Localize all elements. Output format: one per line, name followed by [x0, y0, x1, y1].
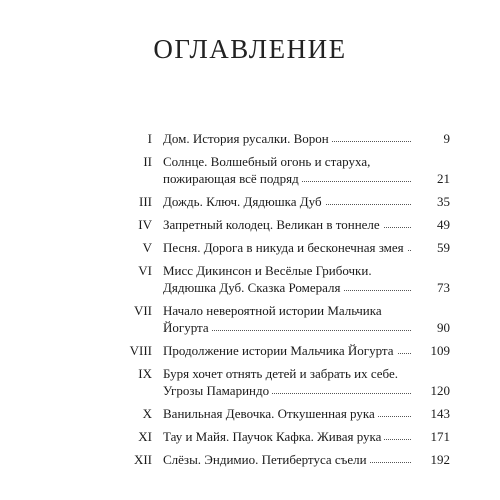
page-number: 120 — [430, 383, 450, 398]
chapter-title-line: Дом. История русалки. Ворон — [163, 131, 332, 146]
toc-entry[interactable] — [0, 365, 500, 399]
chapter-title-line: Буря хочет отнять детей и забрать их себе. — [163, 366, 399, 381]
chapter-title — [163, 193, 413, 210]
page-number: 192 — [430, 452, 450, 467]
chapter-number: V — [142, 240, 152, 255]
page-number: 59 — [437, 240, 450, 255]
chapter-title — [163, 302, 413, 336]
chapter-title — [163, 342, 413, 359]
chapter-number: III — [139, 194, 152, 209]
chapter-title-line: Тау и Майя. Паучок Кафка. Живая рука — [163, 429, 384, 444]
page-number: 109 — [430, 343, 450, 358]
chapter-title-line: Дождь. Ключ. Дядюшка Дуб — [163, 194, 325, 209]
chapter-title-line: Начало невероятной истории Мальчика — [163, 303, 382, 318]
chapter-title — [163, 451, 413, 468]
page-number: 143 — [430, 406, 450, 421]
chapter-title — [163, 130, 413, 147]
chapter-title-line: Ванильная Девочка. Откушенная рука — [163, 406, 378, 421]
toc-entry[interactable] — [0, 428, 500, 445]
chapter-number: IV — [138, 217, 152, 232]
toc-entry[interactable] — [0, 193, 500, 210]
page-number: 9 — [443, 131, 450, 146]
chapter-title — [163, 405, 413, 422]
page-number: 35 — [437, 194, 450, 209]
toc-entry[interactable] — [0, 405, 500, 422]
chapter-title — [163, 216, 413, 233]
chapter-title-line: Слёзы. Эндимио. Петибертуса съели — [163, 452, 370, 467]
chapter-title-line: Угрозы Памариндо — [163, 383, 272, 398]
chapter-title — [163, 428, 413, 445]
toc-entry[interactable] — [0, 262, 500, 296]
page-number: 21 — [437, 171, 450, 186]
chapter-title-line: Запретный колодец. Великан в тоннеле — [163, 217, 383, 232]
chapter-number: II — [143, 154, 152, 169]
chapter-title-line: Мисс Дикинсон и Весёлые Грибочки. — [163, 263, 372, 278]
chapter-title-line: Дядюшка Дуб. Сказка Ромераля — [163, 280, 343, 295]
chapter-title — [163, 365, 413, 399]
chapter-number: IX — [138, 366, 152, 381]
toc-entry[interactable] — [0, 342, 500, 359]
chapter-number: VIII — [129, 343, 152, 358]
page-number: 73 — [437, 280, 450, 295]
page-number: 49 — [437, 217, 450, 232]
page-number: 171 — [430, 429, 450, 444]
chapter-number: VII — [133, 303, 152, 318]
chapter-title — [163, 239, 413, 256]
chapter-number: I — [147, 131, 152, 146]
toc-entry[interactable] — [0, 239, 500, 256]
chapter-title — [163, 262, 413, 296]
chapter-title-line: Солнце. Волшебный огонь и старуха, — [163, 154, 371, 169]
toc-entry[interactable] — [0, 302, 500, 336]
chapter-title-line: Йогурта — [163, 320, 212, 335]
toc-entry[interactable] — [0, 451, 500, 468]
chapter-title-line: Песня. Дорога в никуда и бесконечная змея — [163, 240, 407, 255]
toc-entry[interactable] — [0, 153, 500, 187]
chapter-number: XII — [133, 452, 152, 467]
chapter-number: VI — [138, 263, 152, 278]
chapter-title-line: пожирающая всё подряд — [163, 171, 302, 186]
page-number: 90 — [437, 320, 450, 335]
chapter-number: XI — [138, 429, 152, 444]
toc-entry[interactable] — [0, 216, 500, 233]
chapter-title — [163, 153, 413, 187]
toc-entry[interactable] — [0, 130, 500, 147]
chapter-title-line: Продолжение истории Мальчика Йогурта — [163, 343, 397, 358]
chapter-number: X — [142, 406, 152, 421]
page-title: ОГЛАВЛЕНИЕ — [153, 34, 347, 64]
